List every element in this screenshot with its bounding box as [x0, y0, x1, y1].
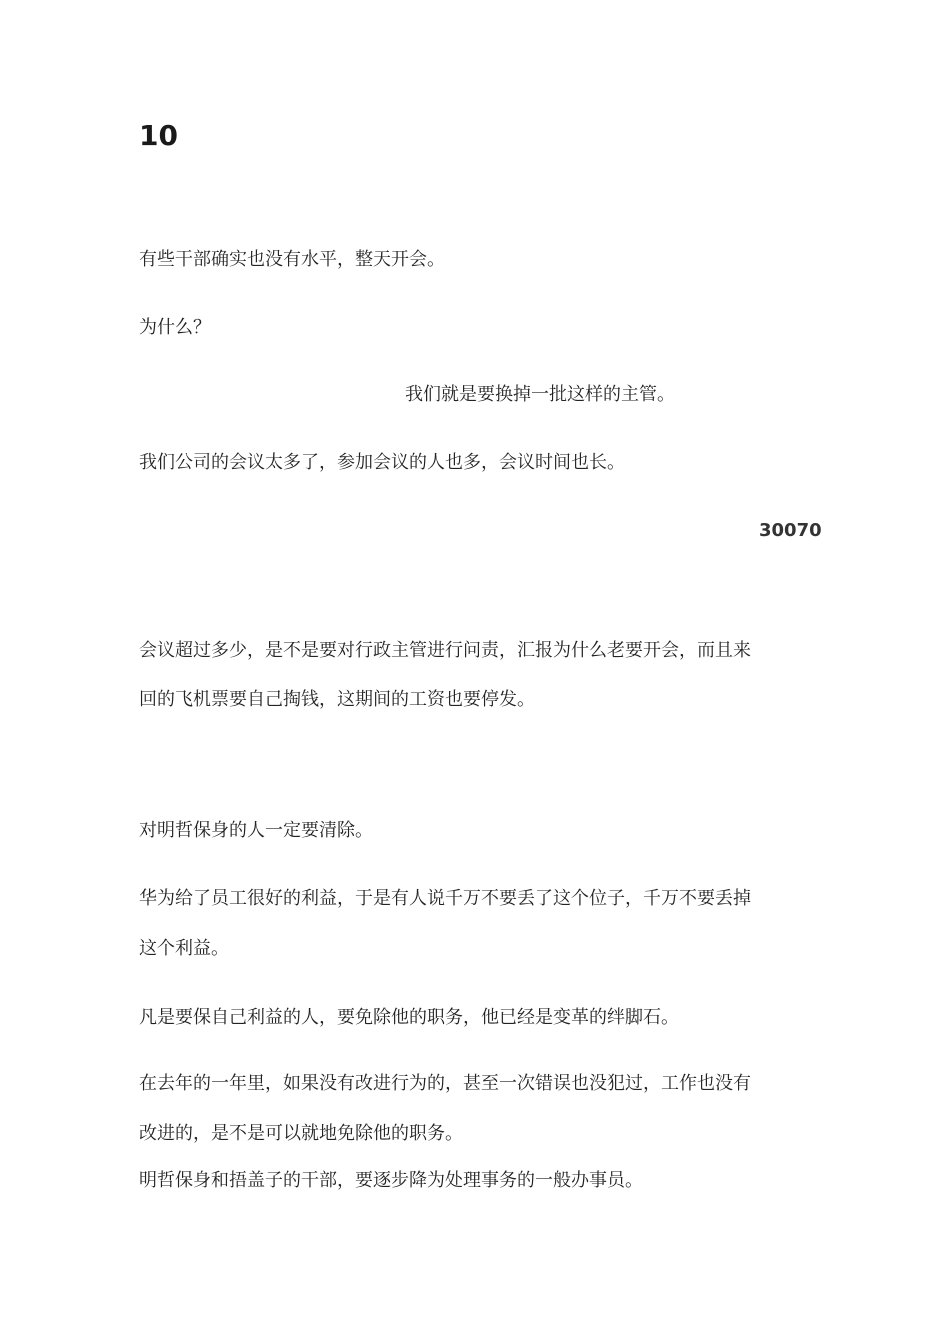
page-code: 30070: [759, 520, 822, 541]
paragraph-line: 改进的，是不是可以就地免除他的职务。: [139, 1123, 463, 1144]
paragraph-line: 在去年的一年里，如果没有改进行为的，甚至一次错误也没犯过，工作也没有: [139, 1073, 751, 1094]
paragraph-line: 回的飞机票要自己掏钱，这期间的工资也要停发。: [139, 689, 535, 710]
paragraph-line: 为什么？: [139, 317, 211, 338]
paragraph-line: 这个利益。: [139, 938, 229, 959]
paragraph-line: 对明哲保身的人一定要清除。: [139, 820, 373, 841]
paragraph-line: 有些干部确实也没有水平，整天开会。: [139, 249, 445, 270]
paragraph-line: 明哲保身和捂盖子的干部，要逐步降为处理事务的一般办事员。: [139, 1170, 643, 1191]
paragraph-line: 我们就是要换掉一批这样的主管。: [405, 384, 675, 405]
paragraph-line: 凡是要保自己利益的人，要免除他的职务，他已经是变革的绊脚石。: [139, 1007, 679, 1028]
paragraph-line: 我们公司的会议太多了，参加会议的人也多，会议时间也长。: [139, 452, 625, 473]
page-number: 10: [139, 119, 178, 152]
paragraph-line: 华为给了员工很好的利益，于是有人说千万不要丢了这个位子，千万不要丢掉: [139, 888, 751, 909]
paragraph-line: 会议超过多少，是不是要对行政主管进行问责，汇报为什么老要开会，而且来: [139, 640, 751, 661]
